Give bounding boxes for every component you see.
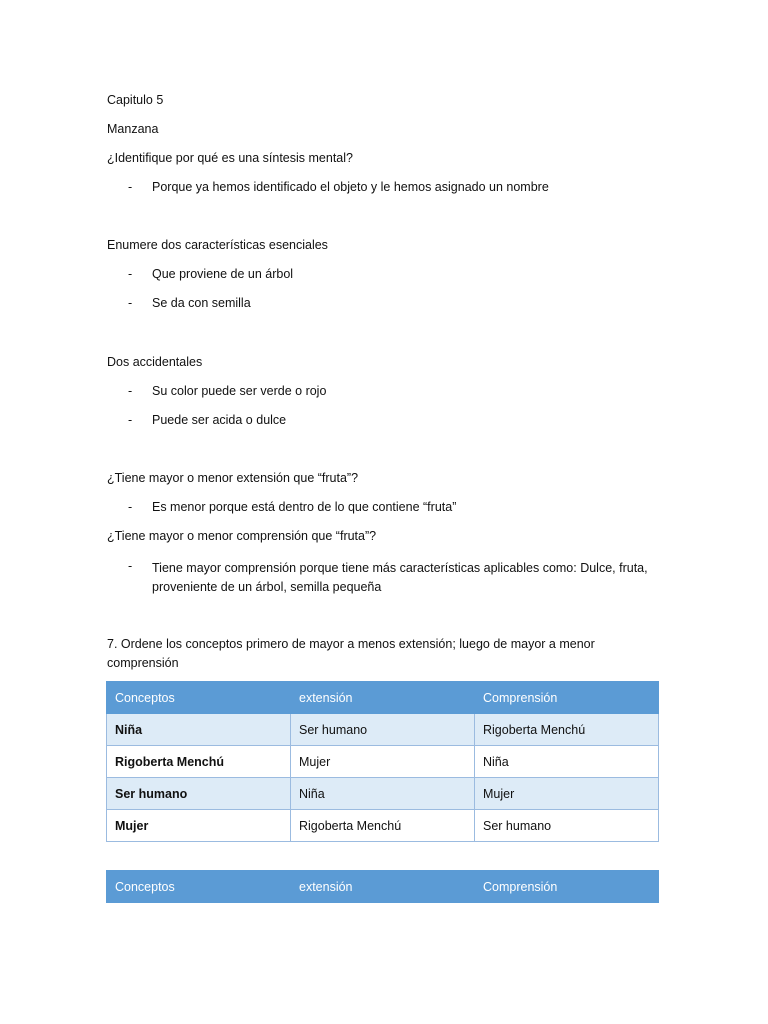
cell-comprehension: Ser humano — [475, 810, 659, 842]
bullet-dash: - — [128, 413, 133, 427]
answer-essential-2: Se da con semilla — [152, 296, 251, 310]
answer-accidental-2: Puede ser acida o dulce — [152, 413, 287, 427]
answer-essential-1: Que proviene de un árbol — [152, 267, 294, 281]
table-header-row — [107, 682, 659, 714]
table-row — [107, 746, 659, 778]
bullet-dash: - — [128, 296, 133, 310]
cell-concept: Niña — [107, 714, 291, 746]
bullet-dash: - — [128, 180, 133, 194]
answer-comprehension: Tiene mayor comprensión porque tiene más características aplicables como: Dulce, fruta, proveniente de un árbol, semilla pequeña — [152, 561, 648, 594]
question-essential: Enumere dos características esenciales — [107, 238, 328, 252]
cell-comprehension: Mujer — [475, 778, 659, 810]
table-row — [107, 810, 659, 842]
answer-synthesis: Porque ya hemos identificado el objeto y le hemos asignado un nombre — [152, 180, 549, 194]
cell-concept: Mujer — [107, 810, 291, 842]
bullet-dash: - — [128, 384, 133, 398]
cell-extension: Niña — [291, 778, 475, 810]
cell-extension: Mujer — [291, 746, 475, 778]
table-row — [107, 714, 659, 746]
cell-comprehension: Rigoberta Menchú — [475, 714, 659, 746]
question-order-concepts: 7. Ordene los conceptos primero de mayor a menos extensión; luego de mayor a menor comprensión — [107, 637, 595, 670]
question-synthesis: ¿Identifique por qué es una síntesis mental? — [107, 151, 353, 165]
question-extension: ¿Tiene mayor o menor extensión que “fruta”? — [107, 471, 359, 485]
cell-concept: Rigoberta Menchú — [107, 746, 291, 778]
header-extension: extensión — [291, 871, 475, 903]
concepts-table-2 — [106, 870, 659, 903]
table-header-row — [107, 871, 659, 903]
header-comprension: Comprensión — [475, 682, 659, 714]
chapter-title: Capitulo 5 — [107, 93, 164, 107]
bullet-dash: - — [128, 559, 133, 573]
header-comprension: Comprensión — [475, 871, 659, 903]
table-row — [107, 778, 659, 810]
cell-extension: Rigoberta Menchú — [291, 810, 475, 842]
bullet-dash: - — [128, 500, 133, 514]
header-extension: extensión — [291, 682, 475, 714]
bullet-dash: - — [128, 267, 133, 281]
header-conceptos: Conceptos — [107, 871, 291, 903]
question-accidental: Dos accidentales — [107, 355, 203, 369]
concepts-table — [106, 681, 659, 842]
question-comprehension: ¿Tiene mayor o menor comprensión que “fruta”? — [107, 529, 377, 543]
answer-accidental-1: Su color puede ser verde o rojo — [152, 384, 327, 398]
cell-comprehension: Niña — [475, 746, 659, 778]
cell-extension: Ser humano — [291, 714, 475, 746]
header-conceptos: Conceptos — [107, 682, 291, 714]
subject-title: Manzana — [107, 122, 159, 136]
cell-concept: Ser humano — [107, 778, 291, 810]
answer-extension: Es menor porque está dentro de lo que contiene “fruta” — [152, 500, 457, 514]
